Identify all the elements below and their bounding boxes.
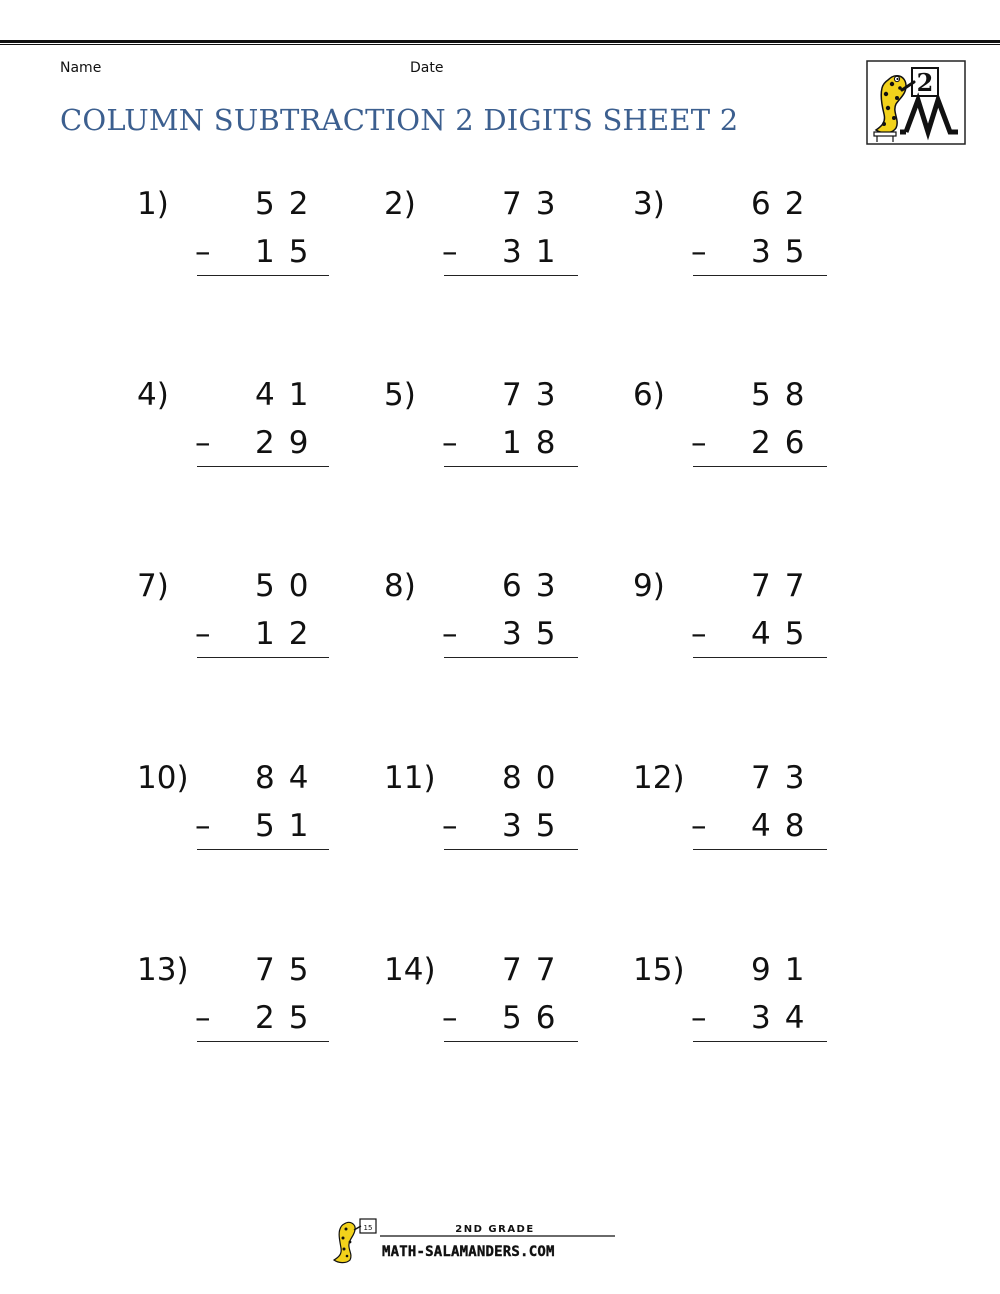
problem-6	[633, 375, 843, 485]
minuend: 75	[255, 952, 323, 988]
minus-sign: –	[442, 425, 458, 461]
minus-sign: –	[691, 234, 707, 270]
site-text: MATH-SALAMANDERS.COM	[382, 1244, 555, 1260]
minuend: 62	[751, 186, 819, 222]
answer-line	[693, 1041, 827, 1042]
minuend: 58	[751, 377, 819, 413]
subtrahend: 56	[502, 1000, 570, 1036]
subtrahend: 26	[751, 425, 819, 461]
minuend: 77	[502, 952, 570, 988]
grade-badge-text: 2	[916, 68, 934, 97]
math-salamanders-footer-logo	[330, 1216, 630, 1266]
minus-sign: –	[691, 425, 707, 461]
problem-number: 5)	[384, 377, 416, 413]
problem-8	[384, 566, 594, 676]
subtrahend: 12	[255, 616, 323, 652]
answer-line	[444, 657, 578, 658]
subtrahend: 29	[255, 425, 323, 461]
problem-number: 8)	[384, 568, 416, 604]
minuend: 73	[502, 186, 570, 222]
subtrahend: 35	[502, 808, 570, 844]
answer-line	[197, 1041, 329, 1042]
minus-sign: –	[442, 234, 458, 270]
minus-sign: –	[195, 425, 211, 461]
minuend: 73	[502, 377, 570, 413]
subtrahend: 34	[751, 1000, 819, 1036]
problem-number: 7)	[137, 568, 169, 604]
problem-4	[137, 375, 347, 485]
answer-line	[693, 849, 827, 850]
problem-number: 6)	[633, 377, 665, 413]
problem-number: 1)	[137, 186, 169, 222]
problem-5	[384, 375, 594, 485]
subtrahend: 15	[255, 234, 323, 270]
name-label: Name	[60, 60, 102, 76]
problem-15	[633, 950, 843, 1060]
problem-number: 3)	[633, 186, 665, 222]
minuend: 63	[502, 568, 570, 604]
answer-line	[444, 849, 578, 850]
minuend: 41	[255, 377, 323, 413]
problem-2	[384, 184, 594, 294]
problem-number: 10)	[137, 760, 189, 796]
problem-number: 12)	[633, 760, 685, 796]
minus-sign: –	[442, 808, 458, 844]
subtrahend: 48	[751, 808, 819, 844]
problem-number: 15)	[633, 952, 685, 988]
answer-line	[197, 275, 329, 276]
minus-sign: –	[691, 808, 707, 844]
mini-board-text: 15	[363, 1224, 373, 1232]
salamander-grade-logo	[866, 60, 966, 145]
minuend: 50	[255, 568, 323, 604]
minus-sign: –	[442, 616, 458, 652]
answer-line	[693, 275, 827, 276]
minus-sign: –	[195, 616, 211, 652]
answer-line	[693, 657, 827, 658]
answer-line	[197, 466, 329, 467]
problem-number: 13)	[137, 952, 189, 988]
answer-line	[444, 1041, 578, 1042]
subtrahend: 25	[255, 1000, 323, 1036]
minuend: 84	[255, 760, 323, 796]
minus-sign: –	[442, 1000, 458, 1036]
subtrahend: 31	[502, 234, 570, 270]
minus-sign: –	[195, 1000, 211, 1036]
problem-number: 2)	[384, 186, 416, 222]
problem-7	[137, 566, 347, 676]
subtrahend: 35	[751, 234, 819, 270]
minuend: 91	[751, 952, 819, 988]
answer-line	[197, 657, 329, 658]
minus-sign: –	[195, 808, 211, 844]
answer-line	[693, 466, 827, 467]
subtrahend: 45	[751, 616, 819, 652]
subtrahend: 35	[502, 616, 570, 652]
problem-10	[137, 758, 347, 868]
problem-13	[137, 950, 347, 1060]
problem-number: 14)	[384, 952, 436, 988]
problem-12	[633, 758, 843, 868]
worksheet-title: COLUMN SUBTRACTION 2 DIGITS SHEET 2	[60, 103, 739, 137]
grade-text: 2ND GRADE	[455, 1224, 535, 1235]
date-label: Date	[410, 60, 444, 76]
minus-sign: –	[691, 1000, 707, 1036]
problem-11	[384, 758, 594, 868]
minuend: 52	[255, 186, 323, 222]
answer-line	[197, 849, 329, 850]
answer-line	[444, 466, 578, 467]
top-rule	[0, 40, 1000, 45]
minus-sign: –	[195, 234, 211, 270]
minuend: 80	[502, 760, 570, 796]
problem-1	[137, 184, 347, 294]
problem-14	[384, 950, 594, 1060]
problem-number: 11)	[384, 760, 436, 796]
minuend: 73	[751, 760, 819, 796]
subtrahend: 18	[502, 425, 570, 461]
subtrahend: 51	[255, 808, 323, 844]
minus-sign: –	[691, 616, 707, 652]
problem-number: 9)	[633, 568, 665, 604]
problem-number: 4)	[137, 377, 169, 413]
answer-line	[444, 275, 578, 276]
minuend: 77	[751, 568, 819, 604]
problem-9	[633, 566, 843, 676]
problem-3	[633, 184, 843, 294]
